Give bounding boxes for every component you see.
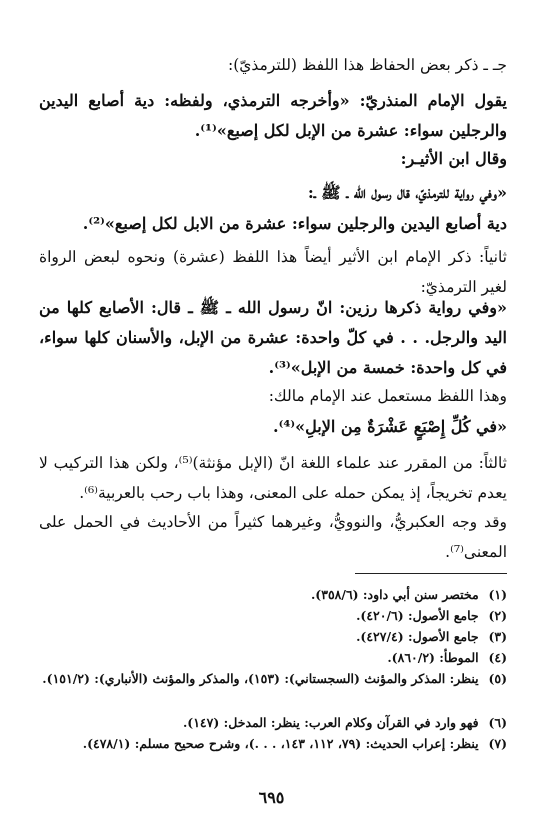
footnote-number: (٧) — [488, 736, 507, 751]
footnote-7 — [39, 734, 507, 753]
footnote-number: (١) — [488, 587, 507, 602]
paragraph-malik: وهذا اللفظ مستعمل عند الإمام مالك: — [268, 387, 507, 405]
footnote-number: (٣) — [488, 629, 507, 644]
footnote-5 — [39, 669, 507, 688]
footnote-text: جامع الأصول: (٤٢٠/٦). — [356, 608, 479, 623]
paragraph-mundhiri: يقول الإمام المنذريّ: «وأخرجه الترمذي، ولفظه: دية أصابع اليدين والرجلين سواء: عشرة من الإبل لكل إصبع»⁽¹⁾. — [39, 91, 507, 140]
footnote-1 — [39, 585, 507, 604]
paragraph-diya-asabi: دية أصابع اليدين والرجلين سواء: عشرة من الابل لكل إصبع»⁽²⁾. — [82, 214, 507, 233]
footnote-text: ينظر: إعراب الحديث: (٧٩، ١١٢، ١٤٣، . . .)، وشرح صحيح مسلم: (٤٧٨/١). — [82, 736, 479, 751]
footnote-text: الموطأ: (٨٦٠/٢). — [387, 650, 479, 665]
footnote-number: (٦) — [488, 715, 507, 730]
footnote-text: فهو وارد في القرآن وكلام العرب: ينظر: المدخل: (١٤٧). — [182, 715, 479, 730]
footnote-number: (٢) — [488, 608, 507, 623]
paragraph-ibn-athir: وقال ابن الأثيـر: — [400, 149, 507, 168]
footnote-text: ينظر: المذكر والمؤنث (السجستاني): (١٥٣)، والمذكر والمؤنث (الأنباري): (١٥١/٢). — [42, 671, 479, 686]
footnote-separator — [355, 573, 507, 574]
footnote-4 — [39, 648, 507, 667]
paragraph-thalithan: ثالثاً: من المقرر عند علماء اللغة انّ (الإبل مؤنثة)⁽⁵⁾، ولكن هذا التركيب لا يعدم تخريجاً، إذ يمكن حمله على المعنى، وهذا باب رحب بالعربية⁽⁶⁾. — [39, 454, 507, 502]
footnote-text: مختصر سنن أبي داود: (٣٥٨/٦). — [310, 587, 479, 602]
footnote-2 — [39, 606, 507, 625]
footnote-3 — [39, 627, 507, 646]
paragraph-ukbari: وقد وجه العكبريُّ، والنوويُّ، وغيرهما كثيراً من الأحاديث في الحمل على المعنى⁽⁷⁾. — [39, 513, 507, 561]
paragraph-intro: جـ ـ ذكر بعض الحفاظ هذا اللفظ (للترمذيّ): — [228, 56, 507, 74]
footnote-number: (٤) — [488, 650, 507, 665]
paragraph-thaniyan: ثانياً: ذكر الإمام ابن الأثير أيضاً هذا اللفظ (عشرة) ونحوه لبعض الرواة لغير الترمذيّ: — [39, 248, 507, 296]
paragraph-tirmidhi-riwaya: «وفي رواية للترمذيّ، قال رسول الله ـ ﷺ ـ: — [307, 183, 507, 202]
page-number: ٦٩٥ — [258, 788, 285, 807]
footnote-number: (٥) — [488, 671, 507, 686]
paragraph-muwatta-quote: «في كُلِّ إِصْبَعٍ عَشْرَةٌ مِن الإبلِ»⁽⁴⁾. — [273, 417, 507, 436]
footnote-6 — [39, 713, 507, 732]
footnote-text: جامع الأصول: (٤٢٧/٤). — [356, 629, 479, 644]
paragraph-razin: «وفي رواية ذكرها رزين: انّ رسول الله ـ ﷺ ـ قال: الأصابع كلها من اليد والرجل. . . في كلّ واحدة: عشرة من الإبل، والأسنان كلها سواء، في كل واحدة: خمسة من الإبل»⁽³⁾. — [39, 298, 507, 377]
